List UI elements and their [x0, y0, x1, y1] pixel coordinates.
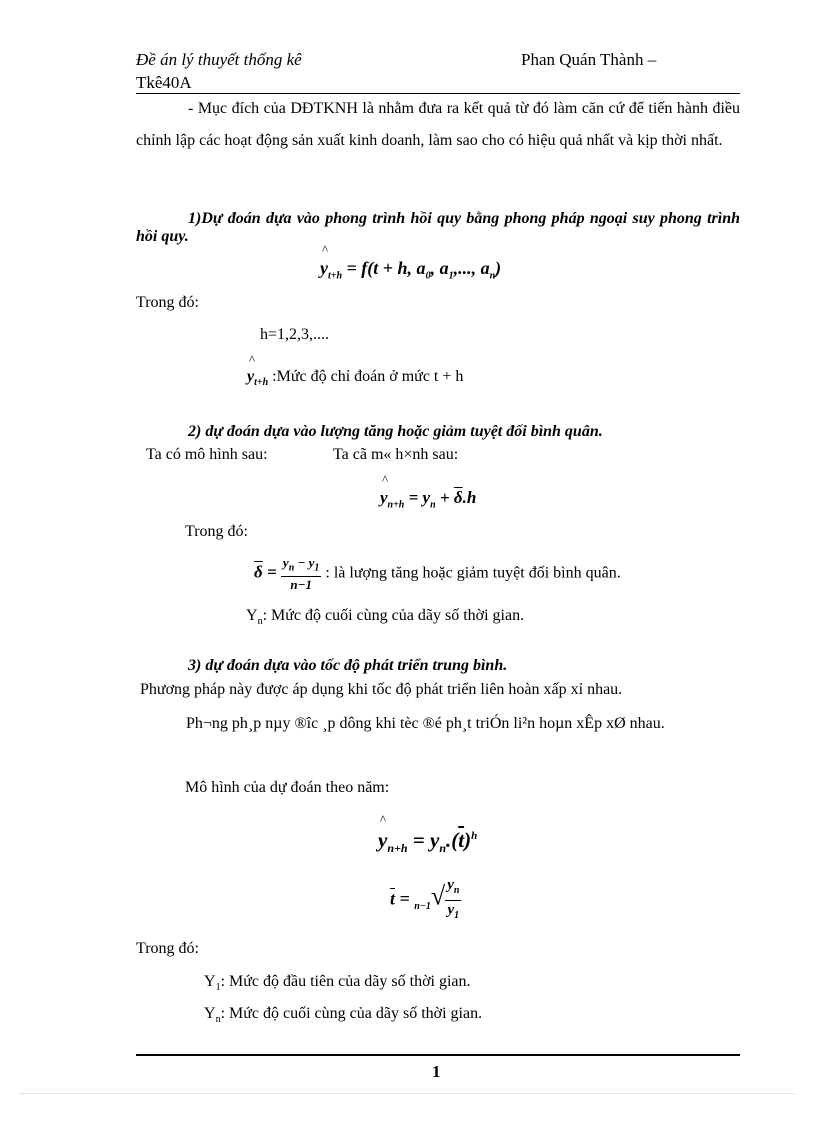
section3-model-label: Mô hình của dự đoán theo năm:: [185, 779, 390, 796]
delta-symbol: $\overline{\delta}$ =: [254, 562, 281, 582]
section2-model-line-b: Ta cã m« h×nh sau:: [333, 446, 459, 463]
y1-description: : Mức độ đầu tiên của dãy số thời gian.: [220, 973, 471, 990]
section2-formula: ^ $y_{n+h} = y_n + \overline{\delta}.h$: [380, 488, 476, 510]
section2-model-line-a: Ta có mô hình sau:: [146, 446, 268, 463]
section1-yth-row: [247, 368, 463, 388]
root-fraction: $\frac{y_n}{y_1}$: [447, 877, 460, 921]
section2-delta-row: [254, 556, 621, 592]
section3-formula-root: $\overline{t} = _{n-1}√$ $\frac{y_n}{y_1}$: [390, 876, 461, 925]
section1-heading: 1)Dự đoán dựa vào phong trình hồi quy bằng phong pháp ngoại suy phong trình hồi quy.: [136, 210, 740, 245]
delta-description: : là lượng tăng hoặc giảm tuyệt đối bình quân.: [325, 564, 621, 582]
yth-symbol: ^ $y_{t+h}$: [247, 368, 268, 385]
section2-yn-row: [246, 607, 524, 627]
yn-symbol: $Y_n$: [246, 607, 263, 628]
yn-description: : Mức độ cuối cùng của dãy số thời gian.: [262, 607, 525, 624]
section3-formula-main: ^ $y_{n+h} = y_n.(\overline{t})^h$: [378, 828, 477, 856]
yn-description-2: : Mức độ cuối cùng của dãy số thời gian.: [220, 1005, 483, 1022]
header-class: Tkê40A: [136, 73, 192, 92]
section2-heading: 2) dự đoán dựa vào lượng tăng hoặc giảm tuyệt đối bình quân.: [188, 423, 603, 440]
section2-where-label: Trong đó:: [185, 523, 248, 540]
header-title: Đề án lý thuyết thống kê: [136, 50, 302, 69]
intro-paragraph: - Mục đích của DĐTKNH là nhằm đưa ra kết quả từ đó làm căn cứ để tiến hành điều chỉnh lập các hoạt động sản xuất kinh doanh, làm sao cho có hiệu quả nhất và kịp thời nhất.: [136, 100, 740, 149]
section3-yn-row: [204, 1005, 482, 1025]
yn-symbol-2: $Y_n$: [204, 1005, 221, 1026]
section3-where-label: Trong đó:: [136, 940, 199, 957]
section1-where-label: Trong đó:: [136, 294, 199, 311]
section1-h-values: h=1,2,3,....: [260, 326, 330, 343]
delta-fraction: $\frac{y_n - y_1}{n-1}$: [282, 555, 320, 592]
page-edge-dots: [20, 1093, 796, 1094]
section3-para2: Ph¬ng ph¸p nµy ®îc ¸p dông khi tèc ®é ph¸t triÓn li²n hoµn xÊp xØ nhau.: [186, 715, 665, 732]
yth-description: :Mức độ chỉ đoán ở mức t + h: [272, 368, 464, 385]
section3-y1-row: [204, 973, 471, 993]
section3-para1: Phương pháp này được áp dụng khi tốc độ phát triển liên hoàn xấp xỉ nhau.: [140, 681, 623, 698]
header-author: Phan Quán Thành –: [521, 50, 657, 69]
page-number: 1: [432, 1062, 441, 1081]
y1-symbol: $Y_1$: [204, 973, 221, 994]
section3-heading: 3) dự đoán dựa vào tốc độ phát triển trung bình.: [188, 657, 508, 674]
section1-formula: ^ $y_{t+h} = f(t + h$, $a_0$, $a_1$,..., $a_n$): [320, 258, 501, 282]
footer-rule: [136, 1054, 740, 1056]
